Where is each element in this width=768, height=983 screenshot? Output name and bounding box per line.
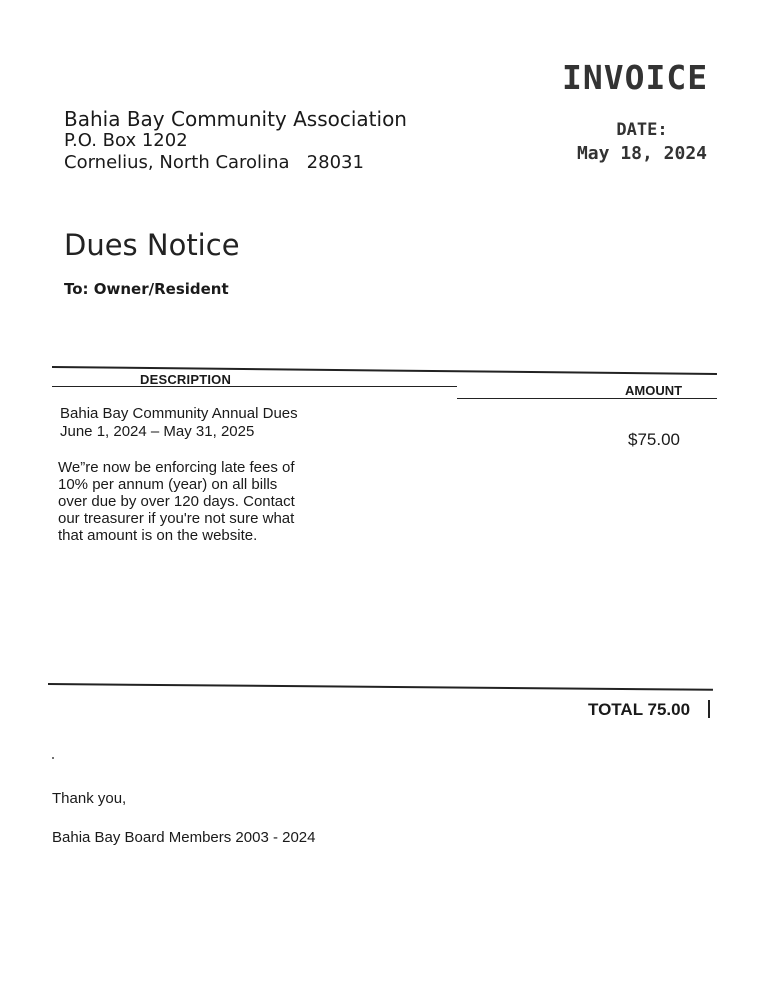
description-column-header: DESCRIPTION bbox=[140, 372, 232, 387]
sender-address-line-1: P.O. Box 1202 bbox=[64, 130, 188, 151]
late-fee-note-line: We”re now be enforcing late fees of bbox=[58, 459, 295, 476]
description-header-rule bbox=[52, 386, 457, 387]
late-fee-note bbox=[58, 459, 378, 544]
sender-name: Bahia Bay Community Association bbox=[64, 107, 407, 131]
late-fee-note-line: 10% per annum (year) on all bills bbox=[58, 476, 278, 493]
line-item-description-line-1: Bahia Bay Community Annual Dues bbox=[60, 405, 298, 422]
late-fee-note-line: our treasurer if you're not sure what bbox=[58, 510, 295, 527]
closing-text: Thank you, bbox=[52, 790, 127, 807]
table-bottom-rule bbox=[48, 683, 713, 691]
late-fee-note-line: that amount is on the website. bbox=[58, 527, 258, 544]
invoice-title: INVOICE bbox=[562, 58, 709, 97]
total-end-bar bbox=[708, 700, 710, 718]
invoice-total: TOTAL 75.00 bbox=[588, 700, 691, 719]
line-item-description bbox=[60, 405, 360, 441]
stray-mark bbox=[52, 757, 54, 759]
date-value: May 18, 2024 bbox=[576, 143, 708, 164]
notice-title: Dues Notice bbox=[64, 228, 240, 262]
amount-header-rule bbox=[457, 398, 717, 399]
line-item-description-line-2: June 1, 2024 – May 31, 2025 bbox=[60, 423, 255, 440]
line-item-amount: $75.00 bbox=[628, 430, 680, 449]
signoff-text: Bahia Bay Board Members 2003 - 2024 bbox=[52, 829, 316, 846]
sender-address-line-2: Cornelius, North Carolina 28031 bbox=[64, 152, 364, 173]
date-label: DATE: bbox=[616, 120, 668, 140]
amount-column-header: AMOUNT bbox=[625, 383, 683, 398]
recipient-line: To: Owner/Resident bbox=[64, 280, 229, 298]
late-fee-note-line: over due by over 120 days. Contact bbox=[58, 493, 295, 510]
sender-address bbox=[64, 108, 407, 174]
